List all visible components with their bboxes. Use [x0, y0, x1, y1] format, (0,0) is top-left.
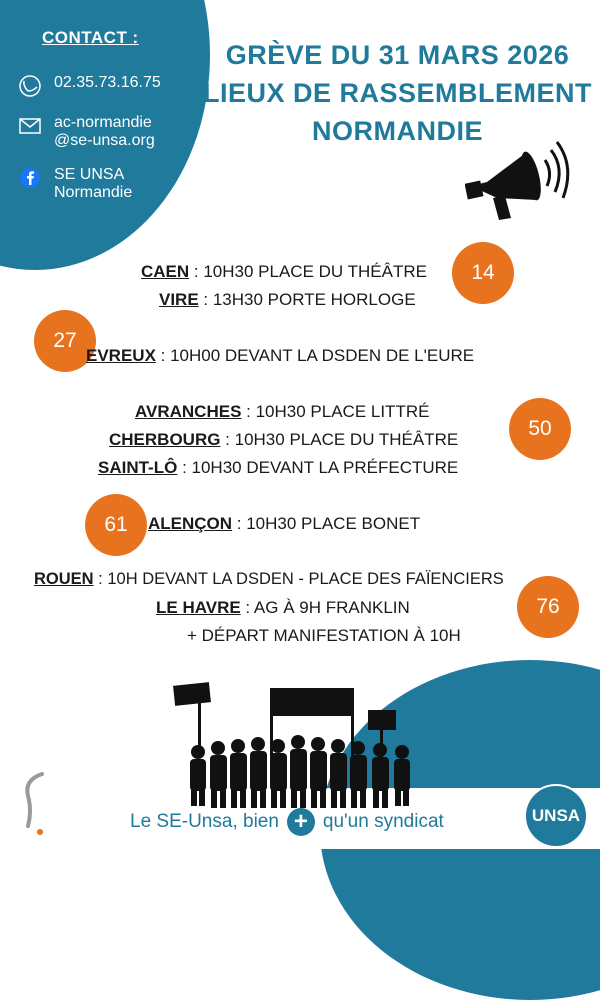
location-detail: : 10H30 PLACE LITTRÉ	[241, 402, 430, 421]
slogan-end: qu'un syndicat	[322, 811, 444, 832]
badge-76: 76	[517, 576, 579, 638]
contact-facebook[interactable]	[54, 166, 132, 202]
location-cherbourg	[109, 430, 458, 450]
location-alencon	[148, 514, 420, 534]
location-le-havre	[156, 598, 410, 618]
slogan-start: Le SE-Unsa, bien	[130, 811, 279, 832]
facebook-icon	[18, 166, 42, 190]
location-city: LE HAVRE	[156, 598, 241, 617]
title-line-1: GRÈVE DU 31 MARS 2026	[225, 40, 570, 70]
location-saint-lo	[98, 458, 458, 478]
location-city: CAEN	[141, 262, 190, 281]
contact-phone[interactable]: 02.35.73.16.75	[54, 74, 161, 91]
location-detail: : AG À 9H FRANKLIN	[240, 598, 410, 617]
location-city: AVRANCHES	[135, 402, 242, 421]
location-city: SAINT-LÔ	[98, 458, 178, 477]
contact-email-row	[18, 114, 198, 150]
location-detail: : 10H00 DEVANT LA DSDEN DE L'EURE	[155, 346, 475, 365]
badge-14: 14	[452, 242, 514, 304]
unsa-logo-text: UNSA	[531, 806, 581, 825]
plus-icon: +	[287, 808, 315, 836]
mail-icon	[18, 114, 42, 138]
location-detail: : 10H30 PLACE BONET	[232, 514, 421, 533]
location-detail: : 10H DEVANT LA DSDEN - PLACE DES FAÏENCIERS	[93, 570, 504, 588]
contact-facebook-line1: SE UNSA	[54, 166, 125, 183]
page-title	[200, 36, 595, 150]
phone-icon	[18, 74, 42, 98]
se-unsa-s-logo	[18, 770, 52, 845]
megaphone-icon	[465, 138, 570, 238]
contact-facebook-row	[18, 166, 198, 202]
contact-email-line2: @se-unsa.org	[54, 132, 155, 149]
badge-50: 50	[509, 398, 571, 460]
location-vire	[159, 290, 416, 310]
title-line-2: LIEUX DE RASSEMBLEMENT	[202, 78, 593, 108]
location-detail: : 10H30 PLACE DU THÉÂTRE	[220, 430, 459, 449]
badge-61: 61	[85, 494, 147, 556]
location-le-havre-extra: + DÉPART MANIFESTATION À 10H	[187, 626, 461, 645]
title-line-3: NORMANDIE	[312, 116, 483, 146]
location-city: VIRE	[159, 290, 199, 309]
contact-facebook-line2: Normandie	[54, 184, 133, 201]
contact-panel	[18, 28, 198, 202]
location-caen	[141, 262, 427, 282]
location-detail: : 13H30 PORTE HORLOGE	[198, 290, 416, 309]
badge-27: 27	[34, 310, 96, 372]
location-detail: : 10H30 DEVANT LA PRÉFECTURE	[177, 458, 459, 477]
contact-phone-row	[18, 74, 198, 98]
location-city: CHERBOURG	[109, 430, 221, 449]
contact-email[interactable]	[54, 114, 155, 150]
unsa-logo	[524, 784, 588, 848]
location-evreux	[86, 346, 474, 366]
location-detail: : 10H30 PLACE DU THÉÂTRE	[189, 262, 427, 281]
contact-email-line1: ac-normandie	[54, 114, 152, 131]
location-city: ROUEN	[34, 570, 94, 588]
location-rouen	[34, 570, 504, 589]
location-avranches	[135, 402, 429, 422]
location-city: EVREUX	[86, 346, 156, 365]
footer-slogan	[130, 808, 444, 836]
location-city: ALENÇON	[148, 514, 233, 533]
contact-title: CONTACT :	[42, 28, 139, 47]
protest-crowd-illustration	[168, 680, 438, 815]
